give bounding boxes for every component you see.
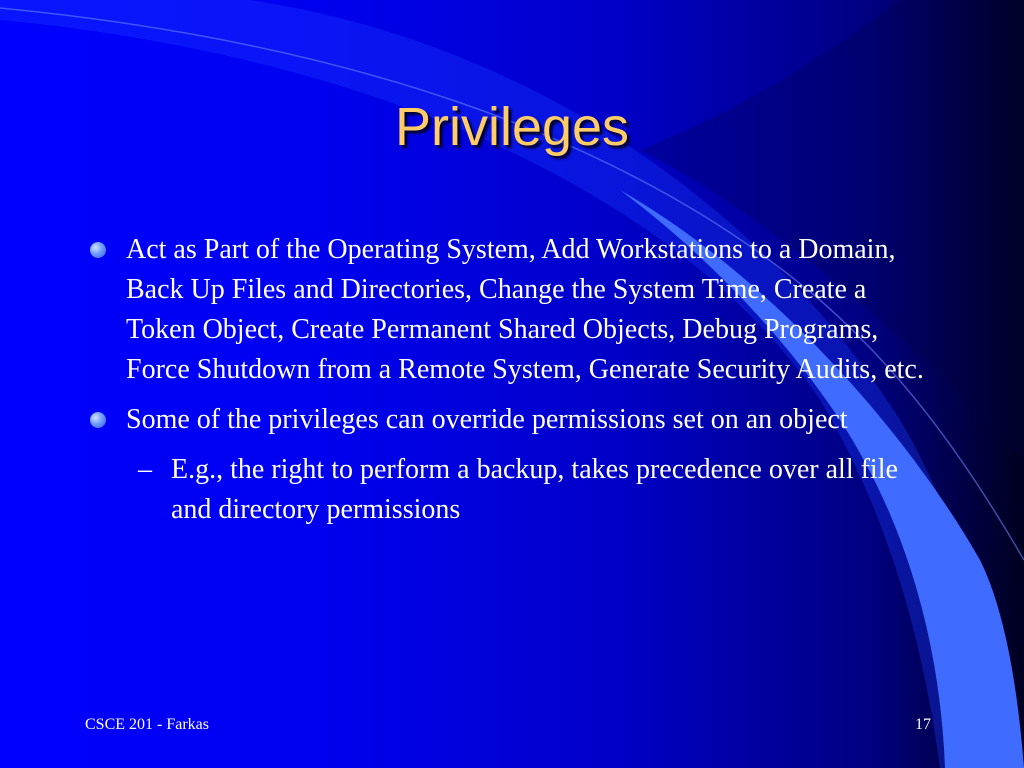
bullet-item <box>86 400 936 440</box>
bullet-text: Act as Part of the Operating System, Add Workstations to a Domain, Back Up Files and Directories, Change the System Time, Create a Token Object, Create Permanent Shared Objects, Debug Programs, Force Shutdown from a Remote System, Generate Security Audits, etc. <box>126 234 924 385</box>
bullet-dot-icon <box>90 412 106 428</box>
page-number: 17 <box>915 716 931 733</box>
sub-bullet-text: E.g., the right to perform a backup, takes precedence over all file and directory permissions <box>171 454 898 525</box>
bullet-item <box>86 230 936 390</box>
bullet-dot-icon <box>90 242 106 258</box>
slide-body <box>86 230 936 530</box>
dash-icon: – <box>138 454 152 485</box>
bullet-text: Some of the privileges can override permissions set on an object <box>126 404 848 435</box>
sub-bullet-item <box>86 450 936 530</box>
slide-title: Privileges <box>394 97 630 157</box>
footer-course: CSCE 201 - Farkas <box>85 716 209 733</box>
